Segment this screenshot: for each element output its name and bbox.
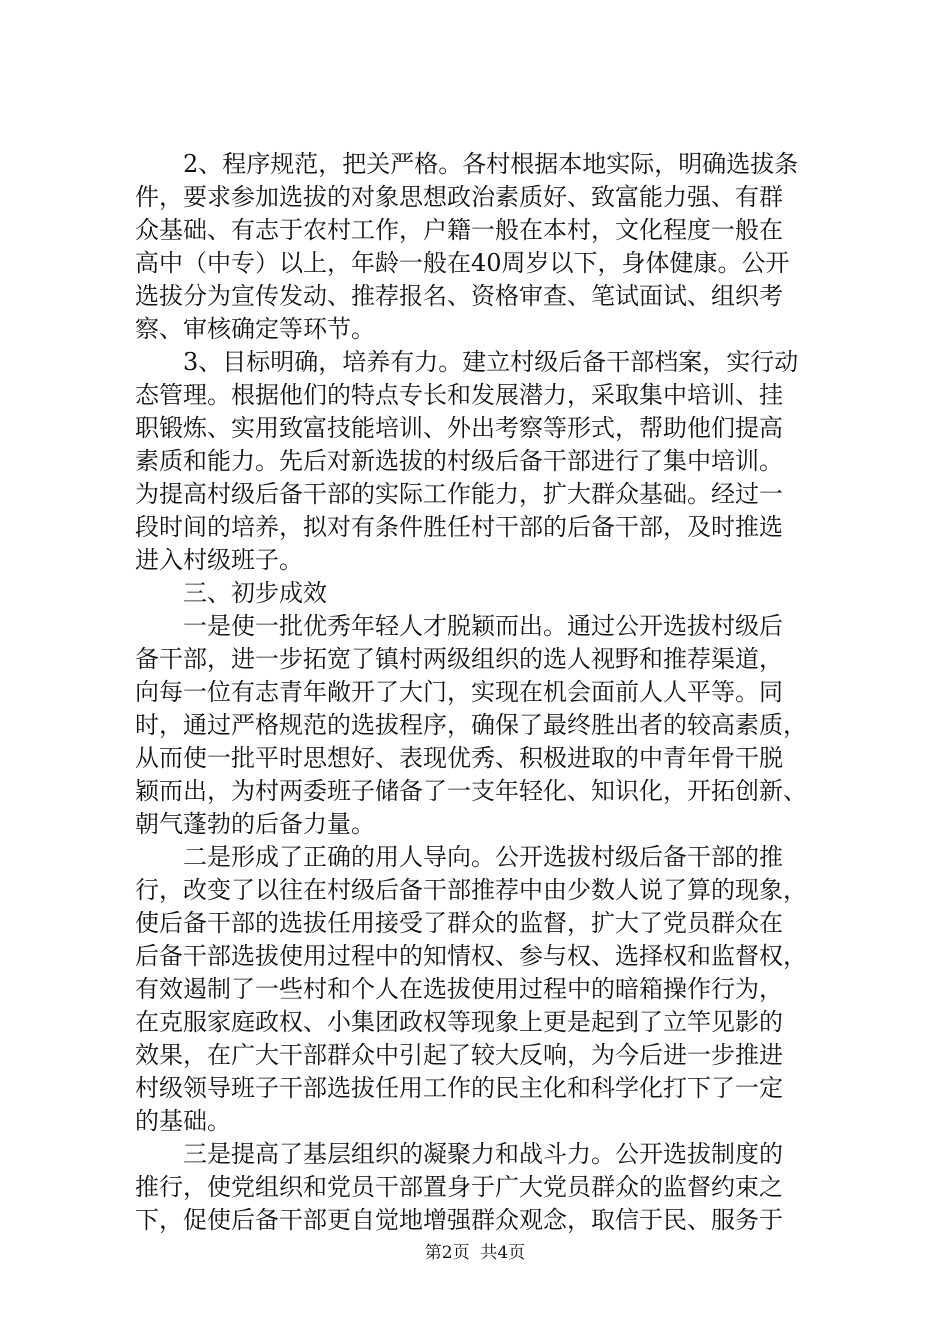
text-line: 下，促使后备干部更自觉地增强群众观念，取信于民、服务于 — [135, 1206, 783, 1234]
text-line: 件，要求参加选拔的对象思想政治素质好、致富能力强、有群 — [135, 183, 783, 211]
text-line: 职锻炼、实用致富技能培训、外出考察等形式，帮助他们提高 — [135, 414, 783, 442]
text-line: 高中（中专）以上，年龄一般在40周岁以下，身体健康。公开 — [135, 249, 790, 277]
text-line: 2、程序规范，把关严格。各村根据本地实际，明确选拔条 — [183, 150, 799, 178]
text-line: 众基础、有志于农村工作，户籍一般在本村，文化程度一般在 — [135, 216, 783, 244]
text-line: 行，改变了以往在村级后备干部推荐中由少数人说了算的现象， — [135, 876, 807, 904]
text-line: 备干部，进一步拓宽了镇村两级组织的选人视野和推荐渠道， — [135, 645, 783, 673]
body-text — [135, 148, 835, 1237]
text-line: 村级领导班子干部选拔任用工作的民主化和科学化打下了一定 — [135, 1074, 783, 1102]
text-line: 素质和能力。先后对新选拔的村级后备干部进行了集中培训。 — [135, 447, 783, 475]
text-line: 从而使一批平时思想好、表现优秀、积极进取的中青年骨干脱 — [135, 744, 783, 772]
text-line: 推行，使党组织和党员干部置身于广大党员群众的监督约束之 — [135, 1173, 783, 1201]
text-line: 向每一位有志青年敞开了大门，实现在机会面前人人平等。同 — [135, 678, 783, 706]
text-line: 3、目标明确，培养有力。建立村级后备干部档案，实行动 — [183, 348, 799, 376]
text-line: 效果，在广大干部群众中引起了较大反响，为今后进一步推进 — [135, 1041, 783, 1069]
text-line: 一是使一批优秀年轻人才脱颖而出。通过公开选拔村级后 — [183, 612, 783, 640]
text-line: 选拔分为宣传发动、推荐报名、资格审查、笔试面试、组织考 — [135, 282, 783, 310]
text-line: 三是提高了基层组织的凝聚力和战斗力。公开选拔制度的 — [183, 1140, 783, 1168]
text-line: 态管理。根据他们的特点专长和发展潜力，采取集中培训、挂 — [135, 381, 783, 409]
text-line: 二是形成了正确的用人导向。公开选拔村级后备干部的推 — [183, 843, 783, 871]
page-footer: 第2页 共4页 — [424, 1243, 526, 1263]
text-line: 段时间的培养，拟对有条件胜任村干部的后备干部，及时推选 — [135, 513, 783, 541]
text-line: 为提高村级后备干部的实际工作能力，扩大群众基础。经过一 — [135, 480, 783, 508]
text-line: 在克服家庭政权、小集团政权等现象上更是起到了立竿见影的 — [135, 1008, 783, 1036]
text-line: 后备干部选拔使用过程中的知情权、参与权、选择权和监督权， — [135, 942, 807, 970]
text-line: 的基础。 — [135, 1107, 231, 1135]
text-line: 使后备干部的选拔任用接受了群众的监督，扩大了党员群众在 — [135, 909, 783, 937]
text-line: 进入村级班子。 — [135, 546, 303, 574]
text-line: 察、审核确定等环节。 — [135, 315, 375, 343]
text-line: 时，通过严格规范的选拔程序，确保了最终胜出者的较高素质， — [135, 711, 807, 739]
text-line: 颖而出，为村两委班子储备了一支年轻化、知识化，开拓创新、 — [135, 777, 807, 805]
text-line: 有效遏制了一些村和个人在选拔使用过程中的暗箱操作行为， — [135, 975, 783, 1003]
text-line: 朝气蓬勃的后备力量。 — [135, 810, 375, 838]
section-heading: 三、初步成效 — [183, 579, 327, 607]
